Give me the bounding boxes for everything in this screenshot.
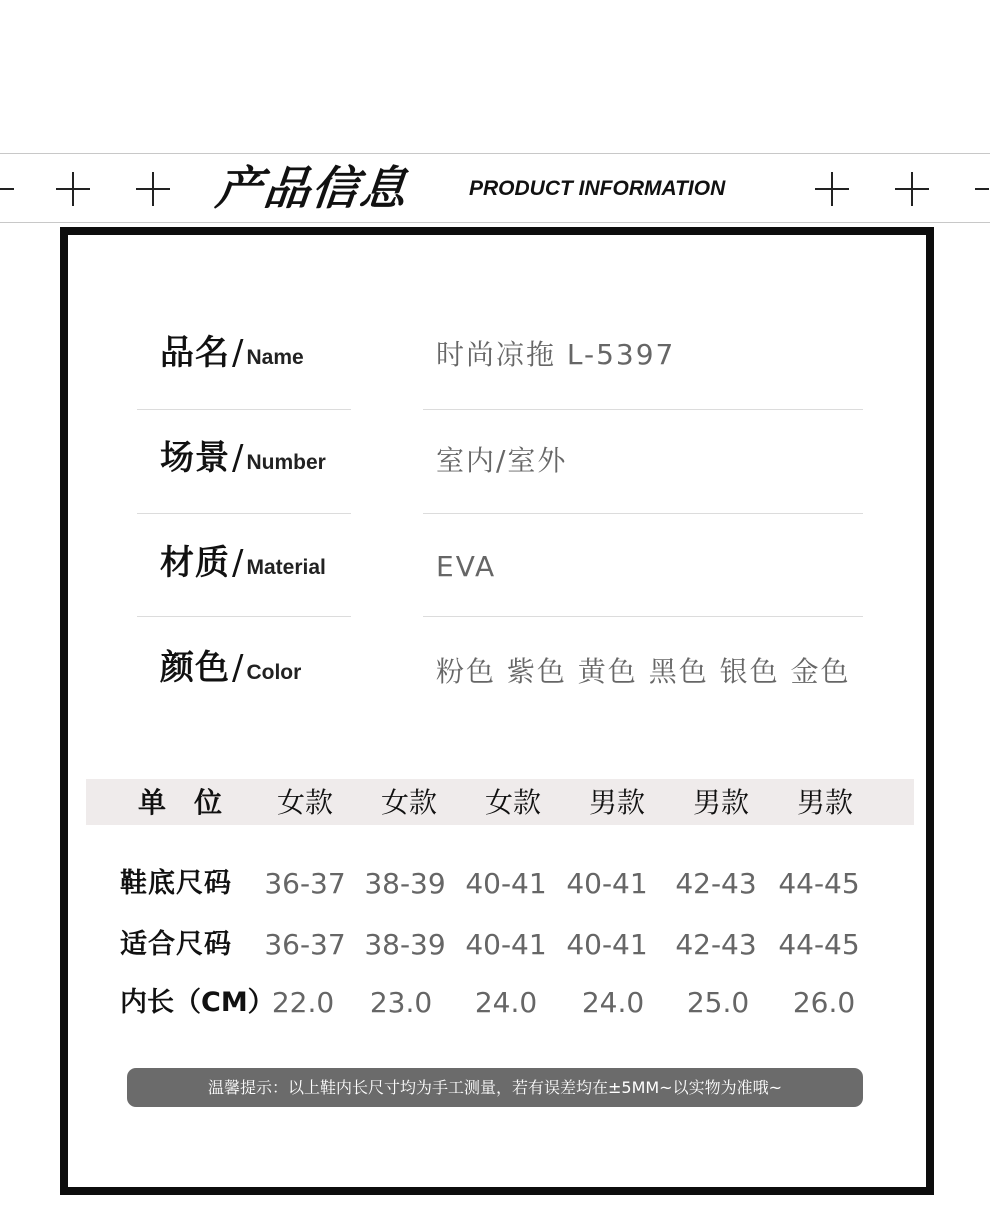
cross-icon (136, 172, 170, 206)
table-cell: 23.0 (369, 986, 433, 1019)
label-separator: / (232, 438, 244, 478)
table-cell: 44-45 (778, 928, 860, 961)
row-divider (137, 513, 351, 514)
info-label-scene (160, 433, 326, 483)
info-label-name (160, 328, 304, 378)
header (0, 0, 990, 230)
label-en: Material (246, 556, 326, 579)
info-label-color (160, 643, 301, 693)
row-divider (137, 409, 351, 410)
row-label-fit-size: 适合尺码 (120, 929, 232, 960)
cross-icon (895, 172, 929, 206)
row-label-inner-length: 内长（CM） (120, 987, 275, 1018)
row-divider (423, 616, 863, 617)
page-title-en: PRODUCT INFORMATION (469, 177, 726, 200)
tip-banner: 温馨提示：以上鞋内长尺寸均为手工测量，若有误差均在±5MM~以实物为准哦~ (127, 1068, 863, 1107)
header-unit-label: 单 位 (137, 786, 222, 819)
table-cell: 38-39 (364, 928, 446, 961)
row-divider (423, 409, 863, 410)
table-cell: 24.0 (474, 986, 538, 1019)
table-cell: 38-39 (364, 867, 446, 900)
table-cell: 42-43 (675, 928, 757, 961)
label-separator: / (232, 333, 244, 373)
info-label-material (160, 538, 326, 588)
header-bottom-rule (0, 222, 990, 223)
column-header: 女款 (484, 786, 541, 819)
label-cn: 场景 (160, 438, 230, 478)
row-divider (423, 513, 863, 514)
label-cn: 颜色 (160, 648, 230, 688)
column-header: 女款 (276, 786, 333, 819)
label-separator: / (232, 648, 244, 688)
row-label-sole-size: 鞋底尺码 (120, 868, 232, 899)
table-cell: 40-41 (465, 867, 547, 900)
page-title-cn: 产品信息 (213, 161, 411, 215)
table-cell: 24.0 (581, 986, 645, 1019)
column-header: 男款 (588, 786, 645, 819)
table-cell: 40-41 (566, 928, 648, 961)
table-cell: 25.0 (686, 986, 750, 1019)
table-cell: 40-41 (465, 928, 547, 961)
table-cell: 36-37 (264, 928, 346, 961)
label-en: Number (246, 451, 326, 474)
header-top-rule (0, 153, 990, 154)
info-value-scene: 室内/室外 (436, 444, 568, 477)
column-header: 女款 (380, 786, 437, 819)
label-cn: 品名 (160, 333, 230, 373)
table-cell: 26.0 (792, 986, 856, 1019)
table-cell: 22.0 (271, 986, 335, 1019)
info-value-material: EVA (436, 550, 497, 583)
table-cell: 40-41 (566, 867, 648, 900)
table-cell: 42-43 (675, 867, 757, 900)
dash-decoration-left (0, 188, 14, 190)
column-header: 男款 (692, 786, 749, 819)
label-separator: / (232, 543, 244, 583)
row-divider (137, 616, 351, 617)
label-en: Color (246, 661, 302, 684)
column-header: 男款 (796, 786, 853, 819)
table-cell: 36-37 (264, 867, 346, 900)
table-cell: 44-45 (778, 867, 860, 900)
info-value-color: 粉色 紫色 黄色 黑色 银色 金色 (436, 655, 851, 688)
label-cn: 材质 (160, 543, 230, 583)
label-en: Name (246, 346, 304, 369)
cross-icon (815, 172, 849, 206)
cross-icon (56, 172, 90, 206)
dash-decoration-right (975, 188, 989, 190)
info-value-name: 时尚凉拖 L-5397 (436, 338, 676, 371)
